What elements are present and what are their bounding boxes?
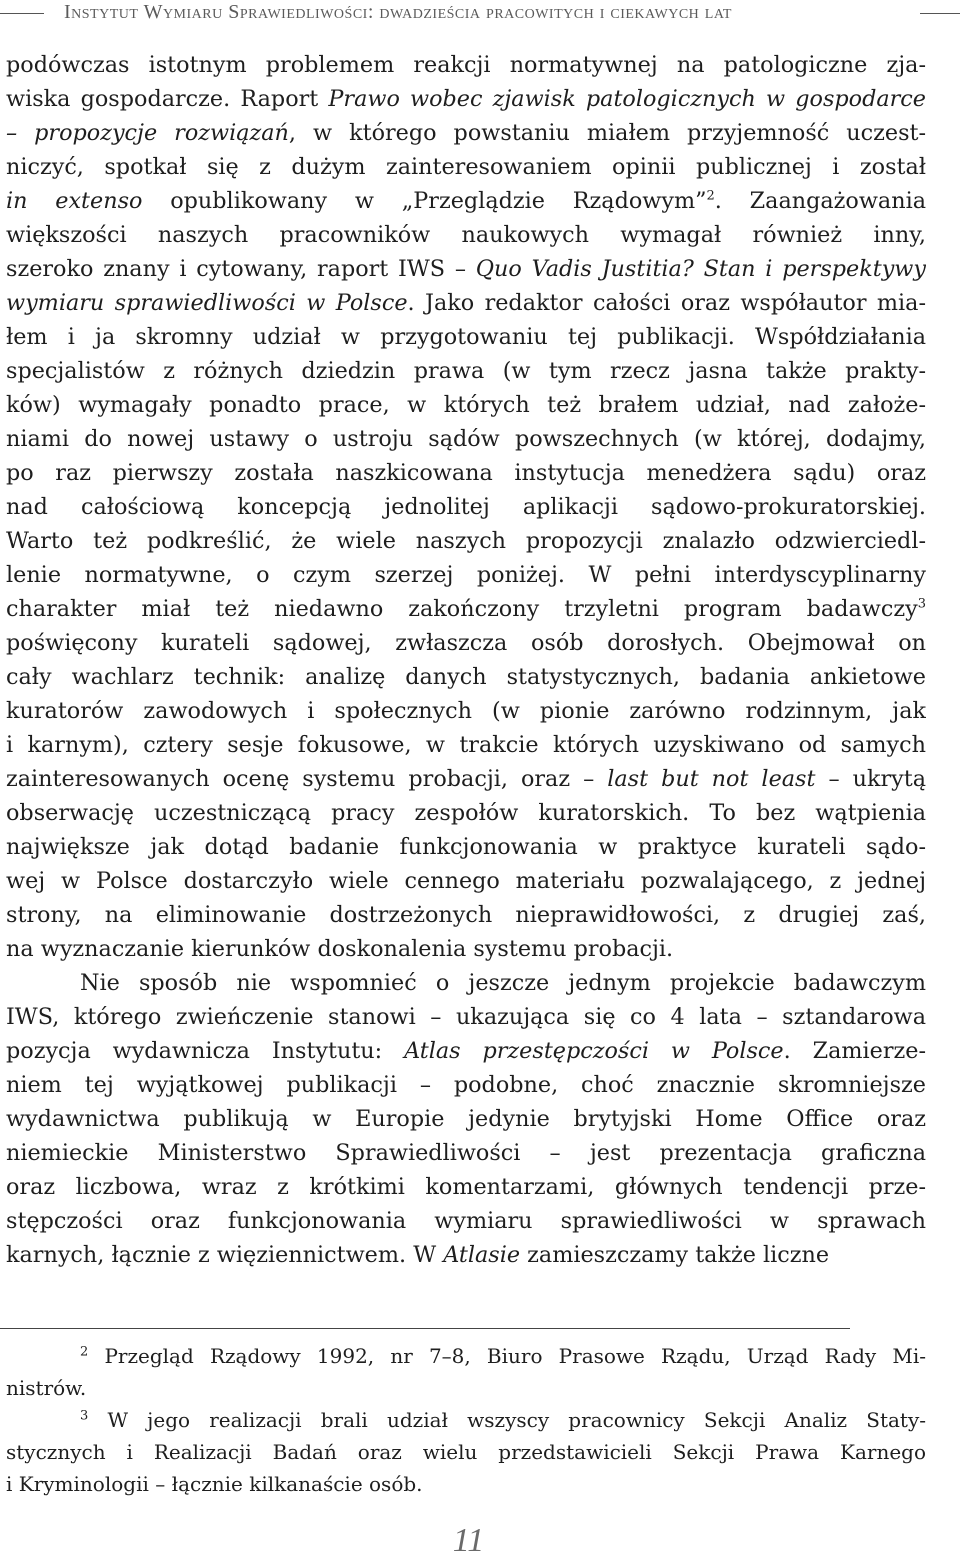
body-line: zainteresowanych ocenę systemu probacji, oraz – last but not least – ukrytą (6, 766, 926, 792)
body-line: pozycja wydawnicza Instytutu: Atlas przestępczości w Polsce. Zamierze- (6, 1038, 926, 1064)
body-line: Nie sposób nie wspomnieć o jeszcze jednym projekcie badawczym (80, 970, 926, 996)
italic-text: in extenso (6, 188, 143, 214)
footnote-line: $^3$ W jego realizacji brali udział wszyscy pracownicy Sekcji Analiz Staty- (80, 1408, 926, 1432)
body-line: specjalistów z różnych dziedzin prawa (w tym rzecz jasna także prakty- (6, 358, 926, 384)
italic-text: Prawo wobec zjawisk patologicznych w gospodarce (328, 86, 926, 112)
footnote-marker: 2 (706, 188, 715, 204)
body-line: wymiaru sprawiedliwości w Polsce. Jako redaktor całości oraz współautor mia- (6, 290, 926, 316)
italic-text: Atlasie (443, 1242, 521, 1268)
italic-text: – propozycje rozwiązań (6, 120, 289, 146)
header-rule-left (0, 13, 44, 14)
body-line: kuratorów zawodowych i społecznych (w pionie zarówno rodzinnym, jak (6, 698, 926, 724)
body-line: niczyć, spotkał się z dużym zainteresowaniem opinii publicznej i został (6, 154, 926, 180)
body-line: stępczości oraz funkcjonowania wymiaru sprawiedliwości w sprawach (6, 1208, 926, 1234)
footnote-line: $^2$ Przegląd Rządowy 1992, nr 7–8, Biuro Prasowe Rządu, Urząd Rady Mi- (80, 1344, 926, 1368)
body-line: łem i ja skromny udział w przygotowaniu tej publikacji. Współdziałania (6, 324, 926, 350)
body-line: poświęcony kurateli sądowej, zwłaszcza osób dorosłych. Obejmował on (6, 630, 926, 656)
footnote-line: nistrów. (6, 1376, 87, 1400)
header-rule-right (920, 13, 960, 14)
body-line: ków) wymagały ponadto prace, w których też brałem udział, nad założe- (6, 392, 926, 418)
body-line: wydawnictwa publikują w Europie jedynie brytyjski Home Office oraz (6, 1106, 926, 1132)
footnote-marker: 3 (917, 596, 926, 612)
body-line: IWS, którego zwieńczenie stanowi – ukazująca się co 4 lata – sztandarowa (6, 1004, 926, 1030)
body-line: na wyznaczanie kierunków doskonalenia systemu probacji. (6, 936, 674, 962)
footnote-separator (0, 1328, 850, 1329)
footnote-line: i Kryminologii – łącznie kilkanaście osób. (6, 1472, 423, 1496)
body-line: po raz pierwszy została naszkicowana instytucja menedżera sądu) oraz (6, 460, 926, 486)
footnote-line: stycznych i Realizacji Badań oraz wielu przedstawicieli Sekcji Prawa Karnego (6, 1440, 926, 1464)
italic-text: wymiaru sprawiedliwości w Polsce (6, 290, 408, 316)
body-line: charakter miał też niedawno zakończony trzyletni program badawczy$^3$ (6, 596, 926, 622)
body-line: – propozycje rozwiązań, w którego powstaniu miałem przyjemność uczest- (6, 120, 926, 146)
body-line: największe jak dotąd badanie funkcjonowania w praktyce kurateli sądo- (6, 834, 926, 860)
italic-text: Atlas przestępczości w Polsce (404, 1038, 784, 1064)
body-line: lenie normatywne, o czym szerzej poniżej. W pełni interdyscyplinarny (6, 562, 926, 588)
body-line: in extenso opublikowany w „Przeglądzie Rządowym”$^2$. Zaangażowania (6, 188, 926, 214)
italic-text: Quo Vadis Justitia? Stan i perspektywy (475, 256, 926, 282)
body-line: karnych, łącznie z więziennictwem. W Atlasie zamieszczamy także liczne (6, 1242, 830, 1268)
body-line: i karnym), cztery sesje fokusowe, w trakcie których uzyskiwano od samych (6, 732, 926, 758)
body-line: obserwację uczestniczącą pracy zespołów kuratorskich. To bez wątpienia (6, 800, 926, 826)
body-line: wiska gospodarcze. Raport Prawo wobec zjawisk patologicznych w gospodarce (6, 86, 926, 112)
body-line: cały wachlarz technik: analizę danych statystycznych, badania ankietowe (6, 664, 926, 690)
body-line: podówczas istotnym problemem reakcji normatywnej na patologiczne zja- (6, 52, 926, 78)
body-line: nad całościową koncepcją jednolitej aplikacji sądowo-prokuratorskiej. (6, 494, 926, 520)
italic-text: last but not least (607, 766, 816, 792)
footnote-marker: 3 (80, 1408, 89, 1424)
body-line: strony, na eliminowanie dostrzeżonych nieprawidłowości, z drugiej zaś, (6, 902, 926, 928)
body-line: niami do nowej ustawy o ustroju sądów powszechnych (w której, dodajmy, (6, 426, 926, 452)
body-line: szeroko znany i cytowany, raport IWS – Quo Vadis Justitia? Stan i perspektywy (6, 256, 926, 282)
running-header (0, 0, 960, 28)
body-line: niemieckie Ministerstwo Sprawiedliwości – jest prezentacja graficzna (6, 1140, 926, 1166)
body-line: niem tej wyjątkowej publikacji – podobne, choć znacznie skromniejsze (6, 1072, 926, 1098)
body-line: większości naszych pracowników naukowych wymagał również inny, (6, 222, 926, 248)
body-line: wej w Polsce dostarczyło wiele cennego materiału pozwalającego, z jednej (6, 868, 926, 894)
body-text (6, 48, 926, 1272)
page-number: 11 (452, 1522, 485, 1559)
footnotes (6, 1340, 926, 1500)
running-header-title: Instytut Wymiaru Sprawiedliwości: dwadzieścia pracowitych i ciekawych lat (64, 1, 732, 23)
body-line: oraz liczbowa, wraz z krótkimi komentarzami, głównych tendencji prze- (6, 1174, 926, 1200)
footnote-marker: 2 (80, 1344, 89, 1360)
body-line: Warto też podkreślić, że wiele naszych propozycji znalazło odzwierciedl- (6, 528, 926, 554)
